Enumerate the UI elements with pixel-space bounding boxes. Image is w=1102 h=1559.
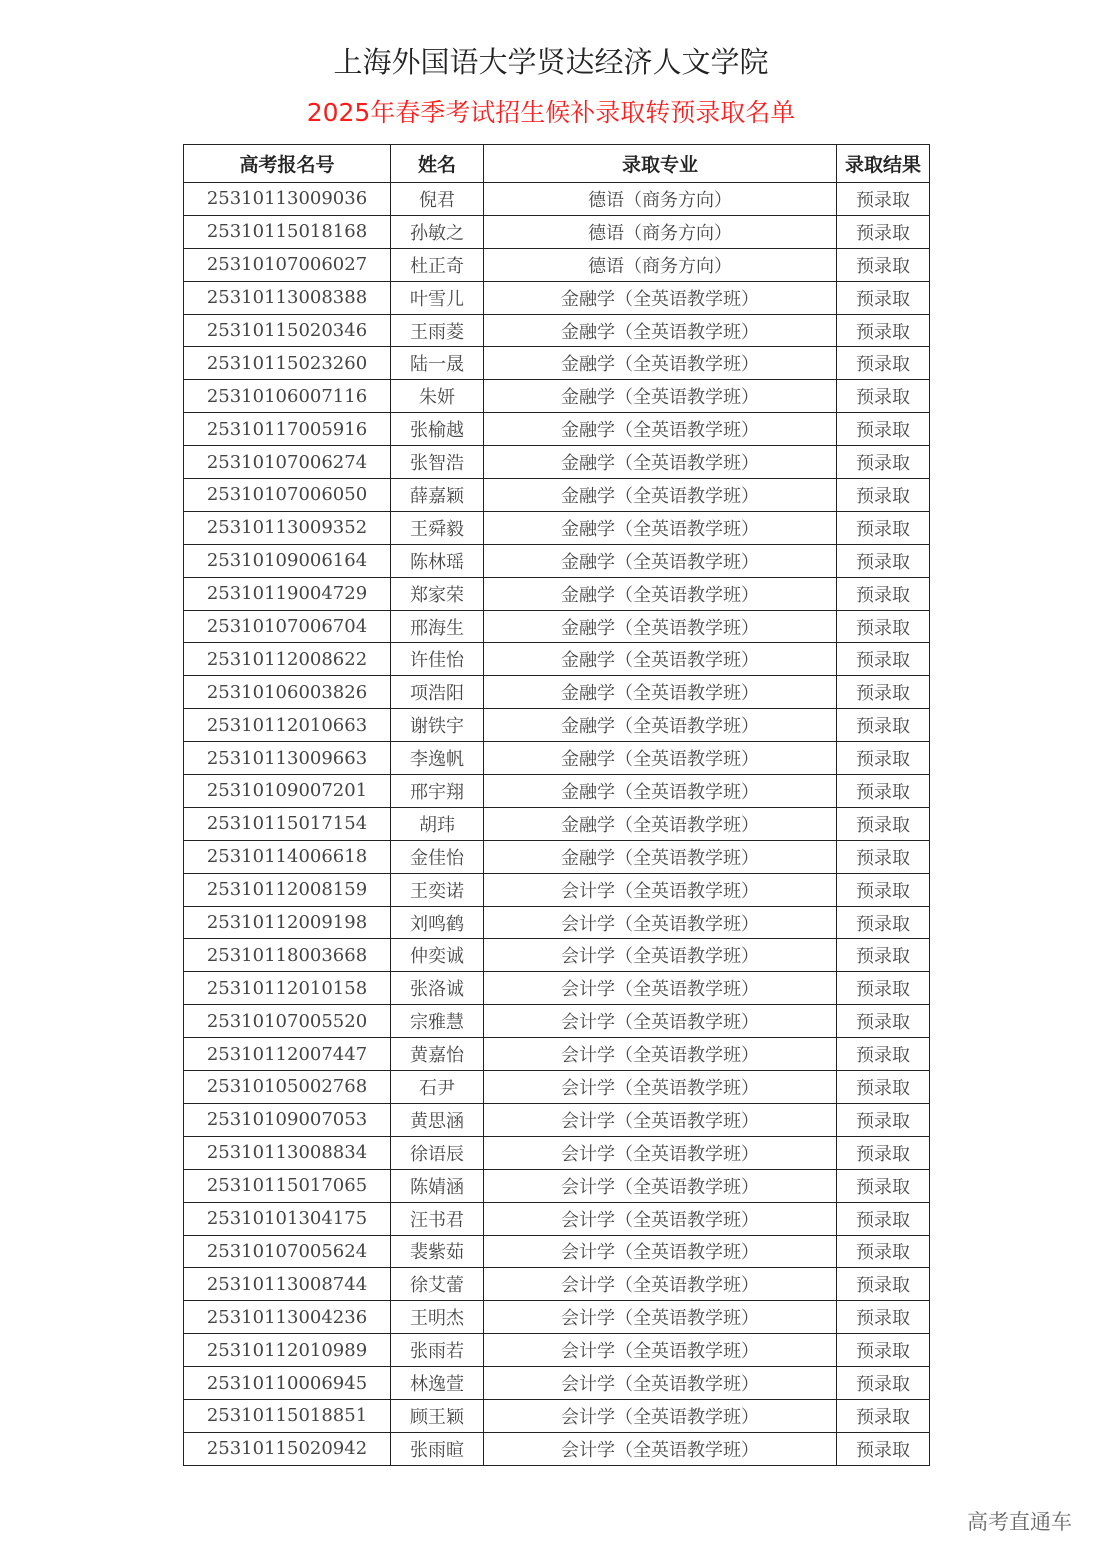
table-row bbox=[184, 742, 930, 775]
name-cell: 项浩阳 bbox=[391, 676, 484, 709]
name-cell: 邢宇翔 bbox=[391, 775, 484, 808]
result-cell: 预录取 bbox=[837, 1399, 930, 1432]
table-row bbox=[184, 1301, 930, 1334]
name-cell: 王雨菱 bbox=[391, 314, 484, 347]
major-cell: 金融学（全英语教学班） bbox=[484, 840, 837, 873]
name-cell: 张榆越 bbox=[391, 413, 484, 446]
name-cell: 汪书君 bbox=[391, 1202, 484, 1235]
result-cell: 预录取 bbox=[837, 1005, 930, 1038]
name-cell: 徐语辰 bbox=[391, 1136, 484, 1169]
table-row bbox=[184, 1202, 930, 1235]
major-cell: 金融学（全英语教学班） bbox=[484, 742, 837, 775]
exam-id-cell: 25310112007447 bbox=[184, 1038, 391, 1071]
name-cell: 刘鸣鹤 bbox=[391, 906, 484, 939]
major-cell: 金融学（全英语教学班） bbox=[484, 314, 837, 347]
result-cell: 预录取 bbox=[837, 347, 930, 380]
result-cell: 预录取 bbox=[837, 1268, 930, 1301]
major-cell: 金融学（全英语教学班） bbox=[484, 643, 837, 676]
result-cell: 预录取 bbox=[837, 183, 930, 216]
exam-id-cell: 25310113008388 bbox=[184, 281, 391, 314]
result-cell: 预录取 bbox=[837, 215, 930, 248]
exam-id-cell: 25310112008622 bbox=[184, 643, 391, 676]
major-cell: 会计学（全英语教学班） bbox=[484, 1432, 837, 1465]
major-cell: 金融学（全英语教学班） bbox=[484, 380, 837, 413]
name-cell: 张智浩 bbox=[391, 446, 484, 479]
name-cell: 孙敏之 bbox=[391, 215, 484, 248]
result-cell: 预录取 bbox=[837, 248, 930, 281]
major-cell: 会计学（全英语教学班） bbox=[484, 1235, 837, 1268]
result-cell: 预录取 bbox=[837, 314, 930, 347]
result-cell: 预录取 bbox=[837, 643, 930, 676]
name-cell: 薛嘉颖 bbox=[391, 479, 484, 512]
exam-id-cell: 25310113004236 bbox=[184, 1301, 391, 1334]
major-cell: 会计学（全英语教学班） bbox=[484, 873, 837, 906]
name-cell: 朱妍 bbox=[391, 380, 484, 413]
table-row bbox=[184, 1038, 930, 1071]
name-cell: 金佳怡 bbox=[391, 840, 484, 873]
table-row bbox=[184, 709, 930, 742]
result-cell: 预录取 bbox=[837, 676, 930, 709]
result-cell: 预录取 bbox=[837, 577, 930, 610]
result-cell: 预录取 bbox=[837, 1334, 930, 1367]
exam-id-cell: 25310110006945 bbox=[184, 1367, 391, 1400]
name-cell: 仲奕诚 bbox=[391, 939, 484, 972]
name-cell: 顾王颖 bbox=[391, 1399, 484, 1432]
major-cell: 金融学（全英语教学班） bbox=[484, 577, 837, 610]
table-row bbox=[184, 1071, 930, 1104]
major-cell: 会计学（全英语教学班） bbox=[484, 1334, 837, 1367]
result-cell: 预录取 bbox=[837, 1071, 930, 1104]
major-cell: 金融学（全英语教学班） bbox=[484, 413, 837, 446]
result-cell: 预录取 bbox=[837, 479, 930, 512]
result-cell: 预录取 bbox=[837, 906, 930, 939]
watermark: 高考直通车 bbox=[967, 1510, 1072, 1534]
result-cell: 预录取 bbox=[837, 1136, 930, 1169]
result-cell: 预录取 bbox=[837, 709, 930, 742]
name-cell: 倪君 bbox=[391, 183, 484, 216]
exam-id-cell: 25310107006027 bbox=[184, 248, 391, 281]
major-cell: 德语（商务方向） bbox=[484, 183, 837, 216]
name-cell: 叶雪儿 bbox=[391, 281, 484, 314]
major-cell: 德语（商务方向） bbox=[484, 215, 837, 248]
major-cell: 会计学（全英语教学班） bbox=[484, 1367, 837, 1400]
result-cell: 预录取 bbox=[837, 544, 930, 577]
major-cell: 会计学（全英语教学班） bbox=[484, 1038, 837, 1071]
name-cell: 宗雅慧 bbox=[391, 1005, 484, 1038]
name-cell: 陈婧涵 bbox=[391, 1169, 484, 1202]
major-cell: 会计学（全英语教学班） bbox=[484, 972, 837, 1005]
result-cell: 预录取 bbox=[837, 1301, 930, 1334]
exam-id-cell: 25310112010989 bbox=[184, 1334, 391, 1367]
admission-table bbox=[183, 144, 930, 1466]
major-cell: 金融学（全英语教学班） bbox=[484, 709, 837, 742]
exam-id-cell: 25310113009036 bbox=[184, 183, 391, 216]
exam-id-cell: 25310106007116 bbox=[184, 380, 391, 413]
major-cell: 会计学（全英语教学班） bbox=[484, 1071, 837, 1104]
result-cell: 预录取 bbox=[837, 742, 930, 775]
exam-id-cell: 25310112010158 bbox=[184, 972, 391, 1005]
exam-id-cell: 25310115018851 bbox=[184, 1399, 391, 1432]
exam-id-cell: 25310112010663 bbox=[184, 709, 391, 742]
result-cell: 预录取 bbox=[837, 1038, 930, 1071]
table-row bbox=[184, 1268, 930, 1301]
table-row bbox=[184, 840, 930, 873]
major-cell: 金融学（全英语教学班） bbox=[484, 676, 837, 709]
exam-id-cell: 25310114006618 bbox=[184, 840, 391, 873]
table-row bbox=[184, 479, 930, 512]
table-row bbox=[184, 775, 930, 808]
exam-id-cell: 25310118003668 bbox=[184, 939, 391, 972]
table-row bbox=[184, 281, 930, 314]
name-cell: 陆一晟 bbox=[391, 347, 484, 380]
name-cell: 裴紫茹 bbox=[391, 1235, 484, 1268]
table-row bbox=[184, 511, 930, 544]
table-row bbox=[184, 906, 930, 939]
major-cell: 金融学（全英语教学班） bbox=[484, 610, 837, 643]
exam-id-cell: 25310115017065 bbox=[184, 1169, 391, 1202]
major-cell: 金融学（全英语教学班） bbox=[484, 347, 837, 380]
result-cell: 预录取 bbox=[837, 840, 930, 873]
major-cell: 金融学（全英语教学班） bbox=[484, 807, 837, 840]
table-row bbox=[184, 1432, 930, 1465]
table-row bbox=[184, 183, 930, 216]
exam-id-cell: 25310119004729 bbox=[184, 577, 391, 610]
result-cell: 预录取 bbox=[837, 511, 930, 544]
exam-id-cell: 25310113008744 bbox=[184, 1268, 391, 1301]
name-cell: 许佳怡 bbox=[391, 643, 484, 676]
major-cell: 金融学（全英语教学班） bbox=[484, 544, 837, 577]
name-cell: 郑家荣 bbox=[391, 577, 484, 610]
exam-id-cell: 25310113008834 bbox=[184, 1136, 391, 1169]
major-cell: 金融学（全英语教学班） bbox=[484, 775, 837, 808]
table-row bbox=[184, 380, 930, 413]
major-cell: 德语（商务方向） bbox=[484, 248, 837, 281]
major-cell: 会计学（全英语教学班） bbox=[484, 1169, 837, 1202]
result-cell: 预录取 bbox=[837, 1103, 930, 1136]
result-cell: 预录取 bbox=[837, 446, 930, 479]
exam-id-cell: 25310115023260 bbox=[184, 347, 391, 380]
table-row bbox=[184, 544, 930, 577]
exam-id-cell: 25310109006164 bbox=[184, 544, 391, 577]
result-cell: 预录取 bbox=[837, 972, 930, 1005]
table-row bbox=[184, 1334, 930, 1367]
exam-id-cell: 25310113009352 bbox=[184, 511, 391, 544]
table-row bbox=[184, 413, 930, 446]
exam-id-cell: 25310115020942 bbox=[184, 1432, 391, 1465]
name-cell: 张雨暄 bbox=[391, 1432, 484, 1465]
table-header-row bbox=[184, 145, 930, 183]
name-cell: 邢海生 bbox=[391, 610, 484, 643]
name-cell: 胡玮 bbox=[391, 807, 484, 840]
major-cell: 金融学（全英语教学班） bbox=[484, 281, 837, 314]
name-cell: 张雨若 bbox=[391, 1334, 484, 1367]
table-row bbox=[184, 577, 930, 610]
table-row bbox=[184, 1169, 930, 1202]
result-cell: 预录取 bbox=[837, 1169, 930, 1202]
exam-id-cell: 25310107006050 bbox=[184, 479, 391, 512]
exam-id-cell: 25310115017154 bbox=[184, 807, 391, 840]
table-row bbox=[184, 1399, 930, 1432]
exam-id-cell: 25310109007201 bbox=[184, 775, 391, 808]
result-cell: 预录取 bbox=[837, 281, 930, 314]
major-cell: 会计学（全英语教学班） bbox=[484, 1301, 837, 1334]
major-cell: 会计学（全英语教学班） bbox=[484, 1136, 837, 1169]
major-cell: 会计学（全英语教学班） bbox=[484, 1005, 837, 1038]
exam-id-cell: 25310113009663 bbox=[184, 742, 391, 775]
major-cell: 金融学（全英语教学班） bbox=[484, 511, 837, 544]
table-row bbox=[184, 1367, 930, 1400]
result-cell: 预录取 bbox=[837, 380, 930, 413]
name-cell: 王明杰 bbox=[391, 1301, 484, 1334]
major-cell: 会计学（全英语教学班） bbox=[484, 939, 837, 972]
exam-id-cell: 25310115020346 bbox=[184, 314, 391, 347]
result-cell: 预录取 bbox=[837, 1367, 930, 1400]
name-cell: 李逸帆 bbox=[391, 742, 484, 775]
name-cell: 谢铁宇 bbox=[391, 709, 484, 742]
name-cell: 徐艾蕾 bbox=[391, 1268, 484, 1301]
result-cell: 预录取 bbox=[837, 1432, 930, 1465]
table-row bbox=[184, 972, 930, 1005]
result-cell: 预录取 bbox=[837, 1235, 930, 1268]
result-cell: 预录取 bbox=[837, 807, 930, 840]
table-row bbox=[184, 1005, 930, 1038]
exam-id-cell: 25310112008159 bbox=[184, 873, 391, 906]
name-cell: 黄思涵 bbox=[391, 1103, 484, 1136]
name-cell: 陈林瑶 bbox=[391, 544, 484, 577]
major-cell: 会计学（全英语教学班） bbox=[484, 1268, 837, 1301]
table-row bbox=[184, 873, 930, 906]
exam-id-cell: 25310101304175 bbox=[184, 1202, 391, 1235]
major-cell: 金融学（全英语教学班） bbox=[484, 446, 837, 479]
exam-id-cell: 25310107005520 bbox=[184, 1005, 391, 1038]
header-major: 录取专业 bbox=[484, 145, 837, 183]
major-cell: 金融学（全英语教学班） bbox=[484, 479, 837, 512]
exam-id-cell: 25310107005624 bbox=[184, 1235, 391, 1268]
result-cell: 预录取 bbox=[837, 1202, 930, 1235]
exam-id-cell: 25310117005916 bbox=[184, 413, 391, 446]
result-cell: 预录取 bbox=[837, 413, 930, 446]
table-row bbox=[184, 446, 930, 479]
table-row bbox=[184, 215, 930, 248]
result-cell: 预录取 bbox=[837, 775, 930, 808]
exam-id-cell: 25310106003826 bbox=[184, 676, 391, 709]
table-row bbox=[184, 807, 930, 840]
name-cell: 林逸萱 bbox=[391, 1367, 484, 1400]
table-row bbox=[184, 939, 930, 972]
table-row bbox=[184, 1103, 930, 1136]
name-cell: 石尹 bbox=[391, 1071, 484, 1104]
exam-id-cell: 25310107006274 bbox=[184, 446, 391, 479]
table-row bbox=[184, 1136, 930, 1169]
name-cell: 张洛诚 bbox=[391, 972, 484, 1005]
exam-id-cell: 25310109007053 bbox=[184, 1103, 391, 1136]
major-cell: 会计学（全英语教学班） bbox=[484, 906, 837, 939]
table-row bbox=[184, 314, 930, 347]
name-cell: 黄嘉怡 bbox=[391, 1038, 484, 1071]
exam-id-cell: 25310115018168 bbox=[184, 215, 391, 248]
table-row bbox=[184, 1235, 930, 1268]
table-row bbox=[184, 610, 930, 643]
major-cell: 会计学（全英语教学班） bbox=[484, 1399, 837, 1432]
result-cell: 预录取 bbox=[837, 610, 930, 643]
document-title: 上海外国语大学贤达经济人文学院 bbox=[333, 45, 769, 79]
header-result: 录取结果 bbox=[837, 145, 930, 183]
result-cell: 预录取 bbox=[837, 939, 930, 972]
exam-id-cell: 25310107006704 bbox=[184, 610, 391, 643]
header-name: 姓名 bbox=[391, 145, 484, 183]
name-cell: 王舜毅 bbox=[391, 511, 484, 544]
exam-id-cell: 25310105002768 bbox=[184, 1071, 391, 1104]
table-row bbox=[184, 643, 930, 676]
table-row bbox=[184, 248, 930, 281]
table-row bbox=[184, 676, 930, 709]
header-exam-id: 高考报名号 bbox=[184, 145, 391, 183]
result-cell: 预录取 bbox=[837, 873, 930, 906]
document-subtitle: 2025年春季考试招生候补录取转预录取名单 bbox=[306, 98, 796, 127]
major-cell: 会计学（全英语教学班） bbox=[484, 1103, 837, 1136]
major-cell: 会计学（全英语教学班） bbox=[484, 1202, 837, 1235]
table-row bbox=[184, 347, 930, 380]
name-cell: 王奕诺 bbox=[391, 873, 484, 906]
name-cell: 杜正奇 bbox=[391, 248, 484, 281]
exam-id-cell: 25310112009198 bbox=[184, 906, 391, 939]
